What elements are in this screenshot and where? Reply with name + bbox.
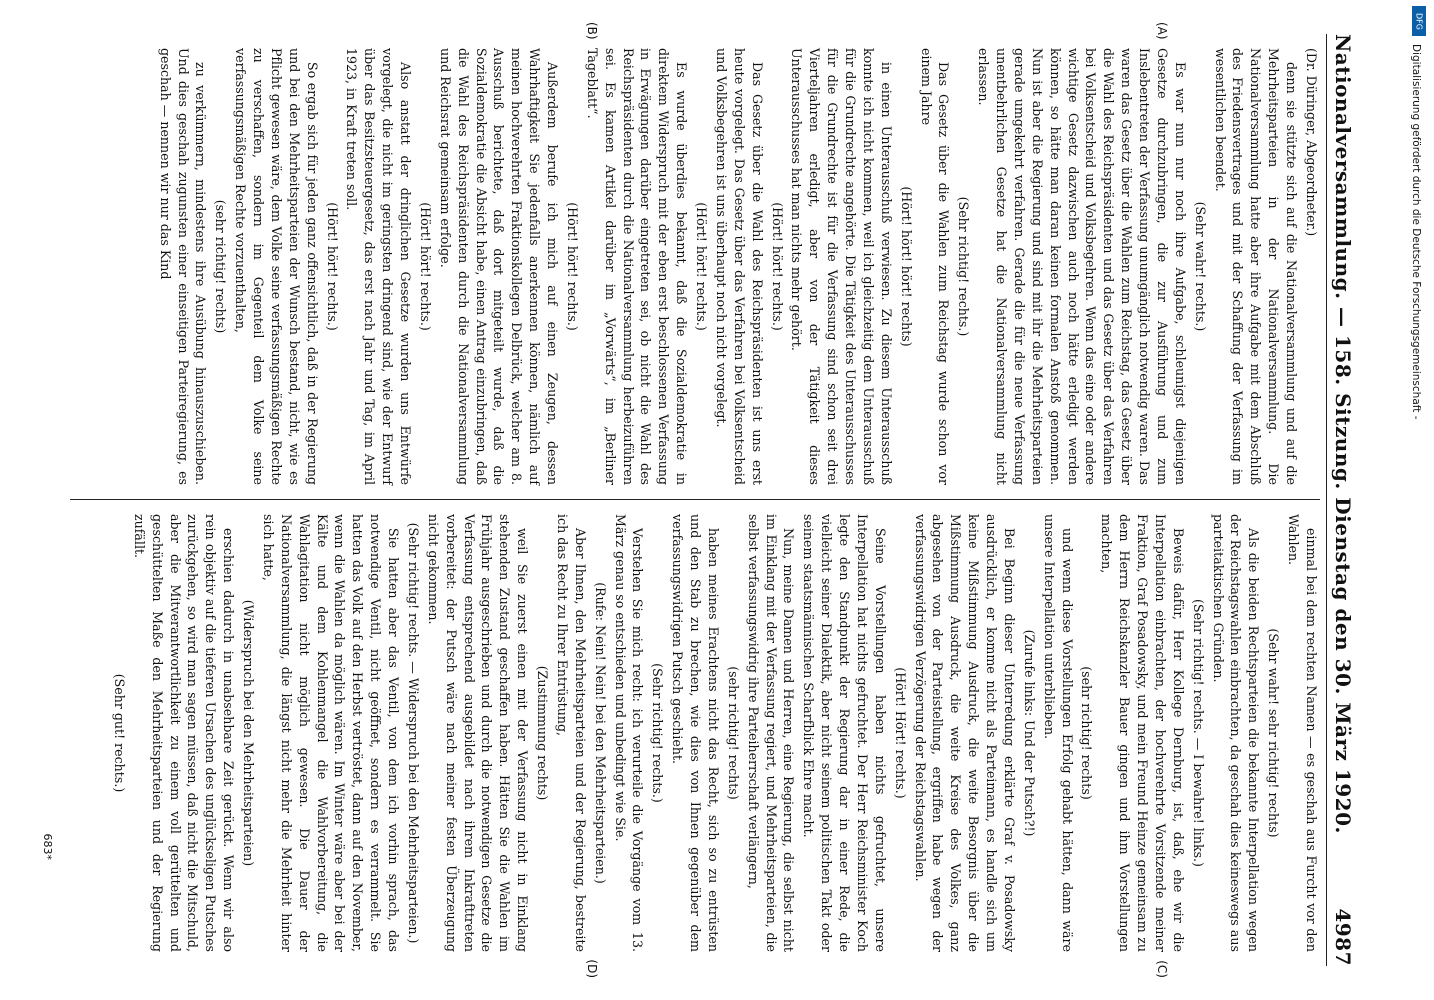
credit-text: Digitalisierung gefördert durch die Deutsche Forschungsgemeinschaft - <box>1410 44 1422 420</box>
interjection: (sehr richtig! rechts) <box>213 199 229 334</box>
marker-c: (C) <box>1155 960 1169 978</box>
columns <box>70 22 1320 978</box>
interjection: (Sehr richtig! rechts.) <box>650 663 666 803</box>
right-column <box>70 500 1320 978</box>
interjection: (Sehr gut! rechts.) <box>112 673 127 793</box>
paragraph: Nun, meine Damen und Herren, eine Regierung, die selbst nicht im Einklang mit der Verfassung regiert, und Mehrheitsparteien, die selbst verfassungswidrig ihre Parteiherrschaft verlängern, <box>745 514 797 952</box>
paragraph: einmal bei dem rechten Namen — es geschah aus Furcht vor den Wahlen. <box>1286 514 1319 952</box>
marker-d: (D) <box>585 959 599 978</box>
interjection: (Sehr wahr! sehr richtig! rechts) <box>1266 628 1282 838</box>
paragraph: Also anstatt der dringlichen Gesetze wurden uns Entwürfe vorgelegt, die nicht im geringsten dringend sind, wie der Entwurf über das Besitzsteuergesetz, das erst nach Jahr und Tag, im April 1923, in Kraft treten soll. <box>344 48 414 485</box>
interjection: (Zustimmung rechts) <box>535 665 551 801</box>
page-header <box>1326 34 1355 966</box>
dfg-logo: DFG <box>1412 6 1426 36</box>
paragraph: Als die beiden Rechtsparteien die bekannte Interpellation wegen der Reichstagswahlen einbrachten, da geschah dies keineswegs aus parteitaktischen Gründen. <box>1210 514 1262 952</box>
paragraph: denn sie stützte sich auf die Nationalversammlung und auf die Mehrheitsparteien in der Nationalversammlung. Die Nationalversammlung hatte aber ihre Aufgabe mit dem Abschluß des Friedensvertrages und mit der Schaffung der Verfassung im wesentlichen beendet. <box>1212 48 1300 485</box>
interjection: (Zurufe links: Und der Putsch?!) <box>1021 629 1037 837</box>
interjection: (Hört! hört! rechts.) <box>324 202 340 331</box>
paragraph: Das Gesetz über die Wahl des Reichspräsidenten ist uns erst heute vorgelegt. Das Gesetz über das Verfahren bei Volksentscheid und Volksbegehren ist uns überhaupt noch nicht vorgelegt. <box>714 48 765 485</box>
running-title: Nationalversammlung. — 158. Sitzung. Dienstag den 30. März 1920. <box>1331 34 1355 834</box>
paragraph: Es war nun nur noch ihre Aufgabe, schleunigst diejenigen Gesetze durchzubringen, die zur Ausführung und zum Inslebentreten der Verfassung unumgänglich notwendig waren. Das waren das Gesetz über die Wahlen zum Reichstag, das Gesetz über die Wahl des Reichspräsidenten und das Gesetz über das Verfahren bei Volksentscheid und Volksbegehren. Wenn das eine oder andere wichtige Gesetz dazwischen auch noch hätte erledigt werden können, so hätte man daran keinen formalen Anstoß genommen. Nun ist aber die Regierung und sind mit ihr die Mehrheitsparteien gerade umgekehrt verfahren. Gerade die für die neue Verfassung unentbehrlichen Gesetze hat die Nationalversammlung nicht erlassen. <box>976 48 1188 485</box>
interjection: (sehr richtig! rechts) <box>1079 666 1095 800</box>
interjection: (Hört! hört! rechts.) <box>418 202 433 331</box>
paragraph: So ergab sich für jeden ganz offensichtlich, daß in der Regierung und bei den Mehrheitsparteien der Wunsch bestand, nicht, wie es Pflicht gewesen wäre, dem Volke seine verfassungsmäßigen Rechte zu verschaffen, sondern im Gegenteil dem Volke seine verfassungsmäßigen Rechte vorzuenthalten, <box>233 48 320 485</box>
paragraph: Sie hatten aber das Ventil, von dem ich vorhin sprach, das notwendige Ventil, nicht geöffnet, sondern es verrammelt. Sie hatten das Volk auf den Herbst vertröstet, dann auf den November, wenn die Wahlen da möglich wären. Im Winter wäre aber bei der Kälte und dem Kohlenmangel die Wahlvorbereitung, die Wahlagitation nicht möglich gewesen. Die Dauer der Nationalversammlung, die längst nicht mehr die Mehrheit hinter sich hatte, <box>261 514 402 952</box>
interjection: (Sehr wahr! rechts.) <box>1192 201 1208 332</box>
interjection: (Sehr richtig! rechts. — Widerspruch bei den Mehrheitsparteien.) <box>406 522 421 944</box>
interjection: (Hört! hört! hört! rechts) <box>898 186 914 347</box>
rotated-page <box>17 20 1367 980</box>
paragraph: haben meines Erachtens nicht das Recht, sich so zu entrüsten und den Stab zu brechen, wie dies von Ihnen gegenüber dem verfassungswidrigen Putsch geschieht. <box>670 514 721 952</box>
paragraph: Seine Vorstellungen haben nichts gefruchtet, unsere Interpellation hat nichts gefruchtet. Der Herr Reichsminister Koch legte den Standpunkt der Regierung dar in einer Rede, die vielleicht seiner Dialektik, aber nicht seinem politischen Takt oder seinem staatsmännischen Scharfblick Ehre macht. <box>801 514 888 952</box>
paragraph: in einen Unterausschuß verwiesen. Zu diesem Unterausschuß konnte ich nicht kommen, weil ich gleichzeitig dem Unterausschuß für die Grundrechte angehörte. Die Tätigkeit des Unterausschusses für die Grundrechte ist für die Verfassung sind schon seit drei Vierteljahren erledigt, aber von der Tätigkeit dieses Unterausschusses hat man nichts mehr gehört. <box>789 48 894 485</box>
interjection: (Widerspruch bei den Mehrheitsparteien) <box>241 599 257 867</box>
paragraph: und wenn diese Vorstellungen Erfolg gehabt hätten, dann wäre unsere Interpellation unterblieben. <box>1041 514 1075 952</box>
paragraph: Bei Beginn dieser Unterredung erklärte Graf v. Posadowsky ausdrücklich, er komme nicht als Parteimann, es handle sich um keine Mißstimmung Ausdruck, die weite Besorgnis über die Mißstimmung Ausdruck, die weite Kreise des Volkes, ganz abgesehen von der Parteistellung, ergriffen habe wegen der verfassungswidrigen Verzögerung der Reichstagswahlen. <box>912 514 1017 952</box>
paragraph: Außerdem berufe ich mich auf einen Zeugen, dessen Wahrhaftigkeit Sie jedenfalls anerkennen können, nämlich auf meinen hochverehrten Fraktionskollegen Delbrück, welcher am 8. Ausschuß berichtete, daß dort mitgeteilt wurde, daß die Sozialdemokratie die Absicht habe, einen Antrag einzubringen, daß die Wahl des Reichspräsidenten durch die Nationalversammlung und Reichsrat gemeinsam erfolge. <box>437 48 561 485</box>
paragraph: Aber Ihnen, den Mehrheitsparteien und der Regierung, bestreite ich das Recht zu Ihrer Entrüstung, <box>555 514 588 952</box>
paragraph: weil Sie zuerst einen mit der Verfassung nicht in Einklang stehenden Zustand geschaffen haben. Hätten Sie die Wahlen im Frühjahr ausgeschrieben und durch die notwendigen Gesetze die Verfassung entsprechend ausgebildet nach ihrem Inkrafttreten vorbereitet: der Putsch wäre nach meiner festen Überzeugung nicht gekommen. <box>425 514 531 952</box>
left-column <box>70 22 1320 500</box>
interjection: (Dr. Düringer, Abgeordneter.) <box>1304 48 1319 237</box>
interjection: (Hört! hört! rechts.) <box>565 202 580 331</box>
page-number: 4987 <box>1331 908 1355 966</box>
marker-b: (B) <box>585 22 599 40</box>
interjection: (Hört! hört! rechts.) <box>769 202 785 331</box>
interjection: (Hört! hört! rechts.) <box>694 202 710 331</box>
interjection: (Rufe: Nein! Nein! bei den Mehrheitsparteien.) <box>592 582 608 884</box>
interjection: (Sehr richtig! rechts. — I bewahre! links.) <box>1190 599 1206 867</box>
paragraph: Das Gesetz über die Wahlen zum Reichstag wurde schon vor einem Jahre <box>918 48 952 485</box>
interjection: (Hört! Hört! rechts.) <box>892 667 908 799</box>
paragraph: Es wurde überdies bekannt, daß die Sozialdemokratie in direktem Widerspruch mit der eben erst beschlossenen Verfassung in Erwägungen darüber eingetreten sei, ob nicht die Wahl des Reichspräsidenten durch die Nationalversammlung herbeizuführen sei. Es kamen Artikel darüber im „Vorwärts“, im „Berliner Tageblatt“. <box>584 48 690 485</box>
interjection: (sehr richtig! rechts) <box>725 666 741 800</box>
page-mark: 683* <box>41 833 54 860</box>
marker-a: (A) <box>1155 22 1169 40</box>
interjection: (Sehr richtig! rechts.) <box>956 196 972 337</box>
paragraph: erschien dadurch in unabsehbare Zeit gerückt. Wenn wir also rein objektiv auf die tieferen Ursachen des unglückseligen Putsches zurückgehen, so wird man sagen müssen, daß nicht die Mitschuld, aber die Mitverantwortlichkeit zu einem voll gerüttelten und geschüttelten Maße den Mehrheitsparteien und der Regierung zufällt. <box>131 514 237 952</box>
paragraph: zu verkümmern, mindestens ihre Ausübung hinauszuschieben. Und dies geschah zugunsten einer einseitigen Parteiregierung, es geschah — nennen wir nur das Kind <box>157 48 209 485</box>
paragraph: Verstehen Sie mich recht: ich verurteile die Vorgänge vom 13. März genau so entschieden und unbedingt wie Sie. <box>612 514 646 952</box>
paragraph: Beweis dafür, Herr Kollege Dernburg, ist, daß, ehe wir die Interpellation einbrachten, der hochverehrte Vorsitzende meiner Fraktion, Graf Posadowsky, und mein Freund Heinze gemeinsam zu dem Herrn Reichskanzler Bauer gingen und ihm Vorstellungen machten, <box>1099 514 1186 952</box>
